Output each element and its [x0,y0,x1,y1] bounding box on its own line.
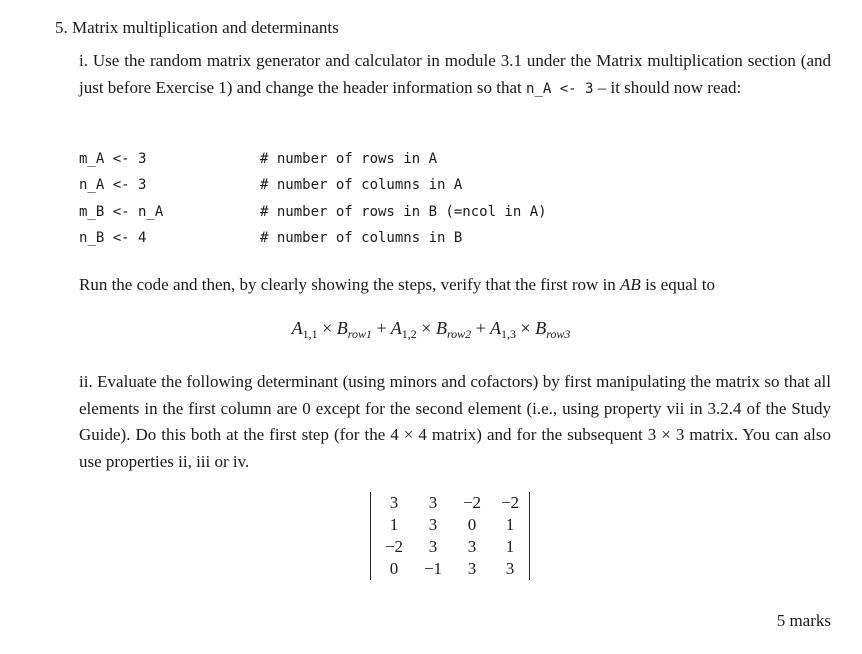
formula-term: $A_{1,3} \times B_{row3}$ [490,318,571,341]
matrix-cell: 3 [467,559,477,578]
matrix-row [373,514,527,536]
matrix-cell: 3 [505,559,515,578]
matrix-cell: −2 [462,493,482,512]
code-statement: n_B <- 4 [79,230,147,246]
determinant-matrix [370,492,530,580]
matrix-row [373,558,527,580]
matrix-cell: 3 [428,493,438,512]
run-text-tail: is equal to [640,275,715,294]
matrix-cell: 3 [467,537,477,556]
row-expansion-formula [0,318,862,342]
matrix-cell: −2 [500,493,520,512]
matrix-cell: 0 [389,559,399,578]
question-title: 5. Matrix multiplication and determinants [55,18,339,37]
run-instruction [79,272,831,299]
matrix-cell: 1 [505,515,515,534]
code-comment: # number of rows in A [260,151,438,167]
matrix-cell: 1 [505,537,515,556]
part-i-intro-tail: – it should now read: [593,77,742,97]
matrix-cell: 1 [389,515,399,534]
code-statement: n_A <- 3 [79,177,147,193]
code-comment: # number of columns in A [260,177,463,193]
formula-term: $A_{1,1} \times B_{row1}$ [291,318,372,341]
inline-code: n_A <- 3 [526,80,594,97]
matrix-cell: −2 [384,537,404,556]
marks-label: 5 marks [776,611,831,630]
plus-sign: + [475,318,486,338]
matrix-cell: 3 [428,537,438,556]
formula-term: $A_{1,2} \times B_{row2}$ [390,318,472,341]
part-ii-instructions: ii. Evaluate the following determinant (using minors and cofactors) by first manipulating the matrix so that all elements in the first column are 0 except for the second element (i.e., using property vii in 3.2.4 of the Study Guide). Do this both at the first step (for the 4 × 4 matrix) and for the subsequent 3 × 3 matrix. You can also use properties ii, iii or iv. [79,372,831,471]
code-statement: m_B <- n_A [79,204,164,220]
part-i-intro-text: i. Use the random matrix generator and calculator in module 3.1 under the Matrix multiplication section (and just before Exercise 1) and change the header information so that [79,51,831,97]
matrix-cell: 0 [467,515,477,534]
matrix-row [373,492,527,514]
part-i-instructions [79,48,831,102]
matrix-cell: 3 [428,515,438,534]
matrix-row [373,536,527,558]
matrix-product-variable: AB [620,275,641,294]
code-comment: # number of columns in B [260,230,463,246]
plus-sign: + [376,318,387,338]
code-statement: m_A <- 3 [79,151,147,167]
matrix-cell: −1 [423,559,443,578]
run-text: Run the code and then, by clearly showing the steps, verify that the first row in [79,275,621,294]
matrix-cell: 3 [389,493,399,512]
code-comment: # number of rows in B (=ncol in A) [260,204,547,220]
